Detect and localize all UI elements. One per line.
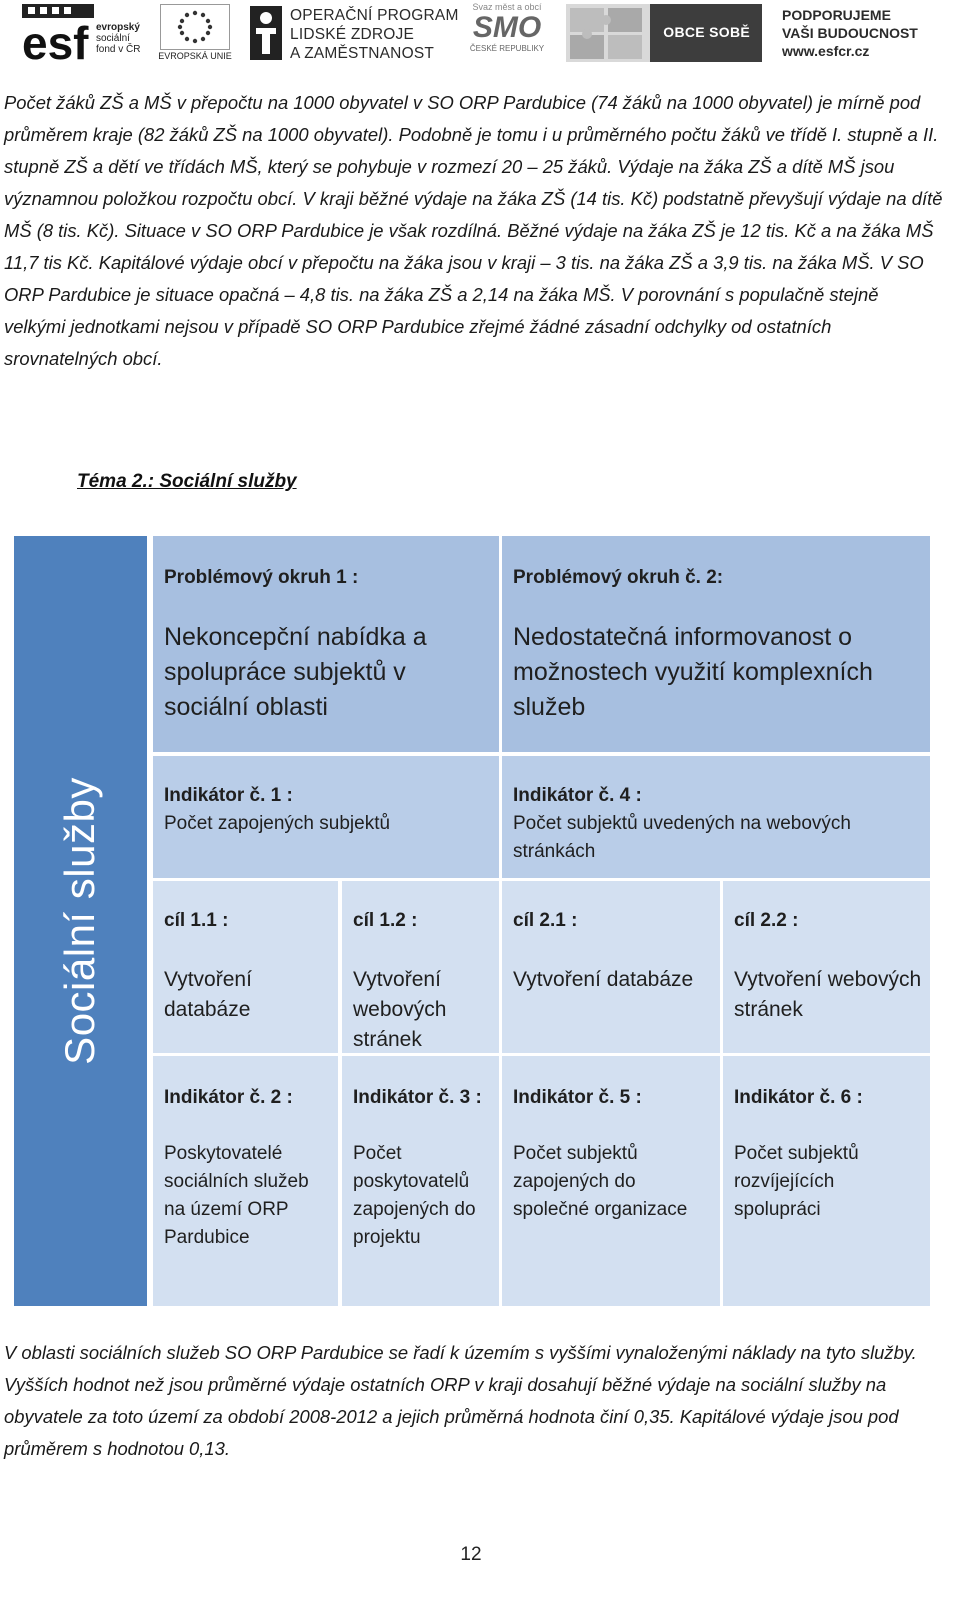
indicator-cell-3 bbox=[342, 1056, 499, 1306]
goal-label: cíl 1.2 : bbox=[353, 910, 418, 931]
oplz-logo-icon bbox=[248, 4, 284, 62]
indicator-cell-6 bbox=[723, 1056, 930, 1306]
goal-cell-2-2 bbox=[723, 881, 930, 1053]
eu-flag-icon bbox=[160, 4, 230, 50]
indicator-text: Počet subjektů zapojených do společné organizace bbox=[513, 1143, 688, 1220]
indicator-text: Počet subjektů rozvíjejících spolupráci bbox=[734, 1143, 859, 1220]
indicator-label: Indikátor č. 3 : bbox=[353, 1087, 482, 1108]
indicator-label: Indikátor č. 1 : bbox=[164, 785, 293, 806]
problem-label: Problémový okruh 1 : bbox=[164, 567, 359, 588]
support-slogan: PODPORUJEME VAŠI BUDOUCNOST www.esfcr.cz bbox=[782, 7, 918, 59]
problem-text: Nekoncepční nabídka a spolupráce subjektů v sociální oblasti bbox=[164, 623, 427, 721]
problem-cell-2 bbox=[502, 536, 930, 752]
goal-label: cíl 2.1 : bbox=[513, 910, 578, 931]
problem-label: Problémový okruh č. 2: bbox=[513, 567, 724, 588]
smo-logo: Svaz měst a obcí SMO ČESKÉ REPUBLIKY bbox=[469, 2, 545, 53]
obce-sobe-logo bbox=[566, 4, 762, 62]
oplz-caption: OPERAČNÍ PROGRAM LIDSKÉ ZDROJE A ZAMĚSTNANOST bbox=[290, 7, 459, 62]
logo-banner bbox=[0, 0, 960, 70]
indicator-label: Indikátor č. 4 : bbox=[513, 785, 642, 806]
side-bar bbox=[14, 536, 147, 1306]
goal-text: Vytvoření webových stránek bbox=[734, 968, 922, 1021]
indicator-label: Indikátor č. 2 : bbox=[164, 1087, 293, 1108]
social-services-diagram bbox=[14, 536, 930, 1306]
svg-text:esf: esf bbox=[22, 17, 89, 62]
goal-label: cíl 1.1 : bbox=[164, 910, 229, 931]
indicator-cell-2 bbox=[153, 1056, 338, 1306]
side-label: Sociální služby bbox=[56, 777, 103, 1065]
eu-caption: EVROPSKÁ UNIE bbox=[158, 51, 232, 61]
puzzle-icon bbox=[566, 4, 650, 62]
obce-sobe-label: OBCE SOBĚ bbox=[663, 24, 750, 40]
page-number: 12 bbox=[460, 1544, 482, 1565]
esf-caption: evropský sociální fond v ČR bbox=[96, 22, 141, 55]
indicator-text: Počet poskytovatelů zapojených do projektu bbox=[353, 1143, 476, 1248]
topic-title: Téma 2.: Sociální služby bbox=[77, 471, 297, 492]
eu-logo bbox=[152, 4, 238, 62]
closing-paragraph: V oblasti sociálních služeb SO ORP Pardubice se řadí k územím s vyššími vynaloženými náklady na tyto služby. Vyšších hodnot než jsou průměrné výdaje ostatních ORP v kraji dosahují běžné výdaje na sociální služby na obyvatele za toto území za období 2008-2012 a jejich průměrná hodnota činí 0,35. Kapitálové výdaje jsou pod průměrem s hodnotou 0,13. bbox=[4, 1342, 917, 1459]
goal-label: cíl 2.2 : bbox=[734, 910, 799, 931]
goal-text: Vytvoření databáze bbox=[164, 968, 252, 1021]
indicator-label: Indikátor č. 6 : bbox=[734, 1087, 863, 1108]
indicator-text: Počet zapojených subjektů bbox=[164, 813, 391, 834]
indicator-cell-4 bbox=[502, 756, 930, 878]
indicator-label: Indikátor č. 5 : bbox=[513, 1087, 642, 1108]
goal-cell-1-1 bbox=[153, 881, 338, 1053]
goal-cell-2-1 bbox=[502, 881, 720, 1053]
problem-cell-1 bbox=[153, 536, 499, 752]
problem-text: Nedostatečná informovanost o možnostech využití komplexních služeb bbox=[513, 623, 873, 721]
goal-text: Vytvoření databáze bbox=[513, 968, 694, 991]
esf-logo-icon bbox=[22, 4, 94, 62]
indicator-text: Poskytovatelé sociálních služeb na území ORP Pardubice bbox=[164, 1143, 309, 1248]
intro-paragraph: Počet žáků ZŠ a MŠ v přepočtu na 1000 obyvatel v SO ORP Pardubice (74 žáků na 1000 obyvatel) je mírně pod průměrem kraje (82 žáků ZŠ na 1000 obyvatel). Podobně je tomu i u průměrného počtu žáků ve třídě I. stupně a II. stupně ZŠ a dětí ve třídách MŠ, který se pohybuje v rozmezí 20 – 25 žáků. Výdaje na žáka ZŠ a dítě MŠ jsou významnou položkou rozpočtu obcí. V kraji běžné výdaje na žáka ZŠ (14 tis. Kč) podstatně převyšují výdaje na dítě MŠ (8 tis. Kč). Situace v SO ORP Pardubice je však rozdílná. Běžné výdaje na žáka ZŠ je 12 tis. Kč a na žáka MŠ 11,7 tis Kč. Kapitálové výdaje obcí v přepočtu na žáka jsou v kraji – 3 tis. na žáka ZŠ a 3,9 tis. na žáka MŠ. V SO ORP Pardubice je situace opačná – 4,8 tis. na žáka ZŠ a 2,14 na žáka MŠ. V porovnání s populačně stejně velkými jednotkami nejsou v případě SO ORP Pardubice zřejmé žádné zásadní odchylky od ostatních srovnatelných obcí. bbox=[4, 92, 943, 369]
goal-cell-1-2 bbox=[342, 881, 499, 1053]
indicator-cell-5 bbox=[502, 1056, 720, 1306]
indicator-text: Počet subjektů uvedených na webových stránkách bbox=[513, 813, 851, 862]
goal-text: Vytvoření webových stránek bbox=[353, 968, 447, 1051]
indicator-cell-1 bbox=[153, 756, 499, 878]
